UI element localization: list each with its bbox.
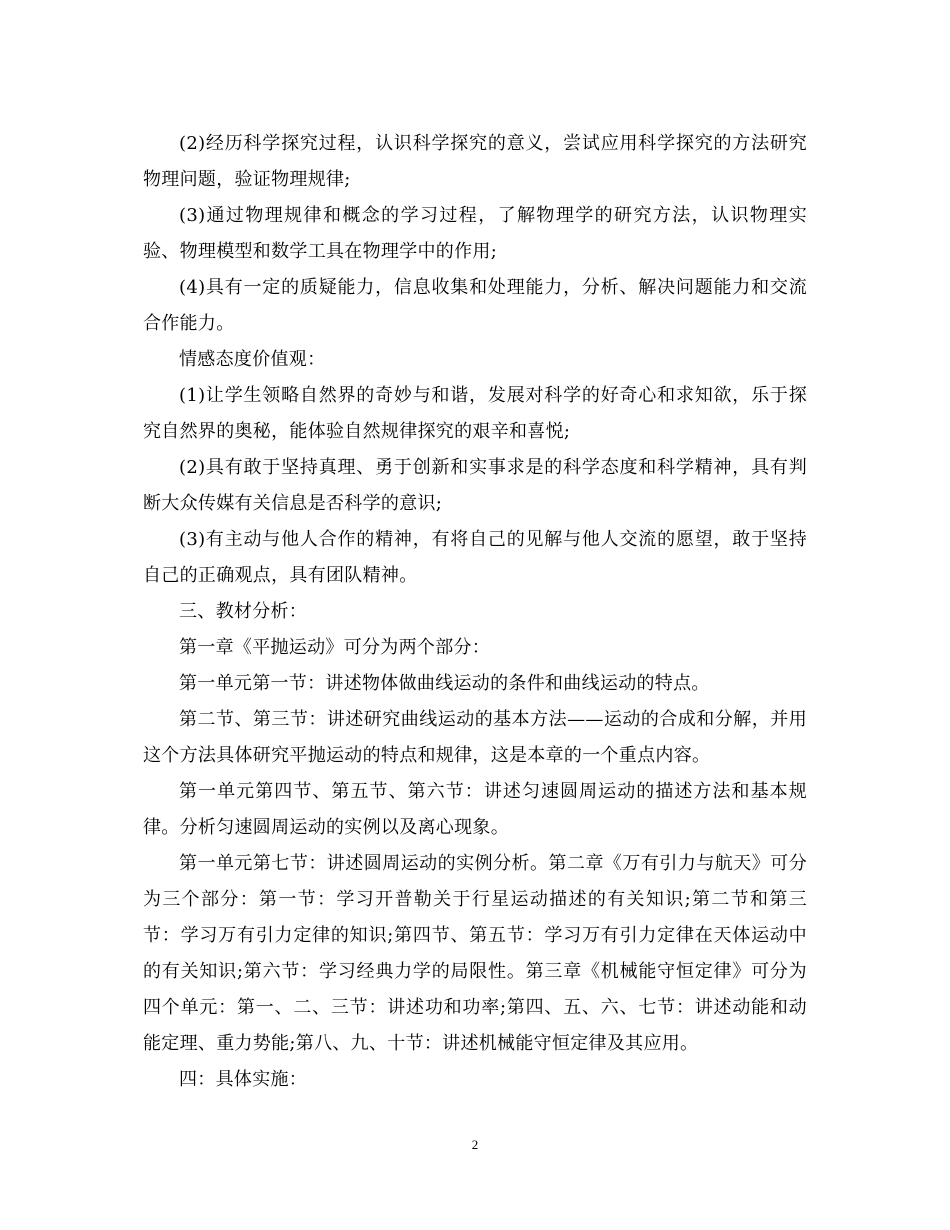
paragraph-emotion-2: (2)具有敢于坚持真理、勇于创新和实事求是的科学态度和科学精神，具有判断大众传媒有关信息是否科学的意识;: [143, 457, 807, 514]
paragraph-skill-4: (4)具有一定的质疑能力，信息收集和处理能力，分析、解决问题能力和交流合作能力。: [143, 277, 807, 334]
heading-emotion-values: 情感态度价值观：: [179, 349, 326, 370]
heading-textbook-analysis: 三、教材分析：: [179, 601, 308, 622]
heading-implementation: 四：具体实施：: [179, 1069, 308, 1090]
paragraph-sections-4-6: 第一单元第四节、第五节、第六节：讲述匀速圆周运动的描述方法和基本规律。分析匀速圆周运动的实例以及离心现象。: [143, 781, 807, 838]
body-text: [143, 126, 807, 1098]
paragraph-emotion-1: (1)让学生领略自然界的奇妙与和谐，发展对科学的好奇心和求知欲，乐于探究自然界的奥秘，能体验自然规律探究的艰辛和喜悦;: [143, 385, 807, 442]
page-number: 2: [471, 1137, 479, 1152]
paragraph-skill-3: (3)通过物理规律和概念的学习过程，了解物理学的研究方法，认识物理实验、物理模型和数学工具在物理学中的作用;: [143, 205, 807, 262]
paragraph-chapter-1: 第一章《平抛运动》可分为两个部分：: [179, 637, 491, 658]
paragraph-emotion-3: (3)有主动与他人合作的精神，有将自己的见解与他人交流的愿望，敢于坚持自己的正确观点，具有团队精神。: [143, 529, 807, 586]
paragraph-section-7-chapters: 第一单元第七节：讲述圆周运动的实例分析。第二章《万有引力与航天》可分为三个部分：第一节：学习开普勒关于行星运动描述的有关知识;第二节和第三节：学习万有引力定律的知识;第四节、第五节：学习万有引力定律在天体运动中的有关知识;第六节：学习经典力学的局限性。第三章《机械能守恒定律》可分为四个单元：第一、二、三节：讲述功和功率;第四、五、六、七节：讲述动能和动能定理、重力势能;第八、九、十节：讲述机械能守恒定律及其应用。: [143, 853, 807, 1054]
paragraph-sections-2-3: 第二节、第三节：讲述研究曲线运动的基本方法——运动的合成和分解，并用这个方法具体研究平抛运动的特点和规律，这是本章的一个重点内容。: [143, 709, 807, 766]
paragraph-unit-1-section-1: 第一单元第一节：讲述物体做曲线运动的条件和曲线运动的特点。: [179, 673, 710, 694]
paragraph-skill-2: (2)经历科学探究过程，认识科学探究的意义，尝试应用科学探究的方法研究物理问题，验证物理规律;: [143, 133, 807, 190]
